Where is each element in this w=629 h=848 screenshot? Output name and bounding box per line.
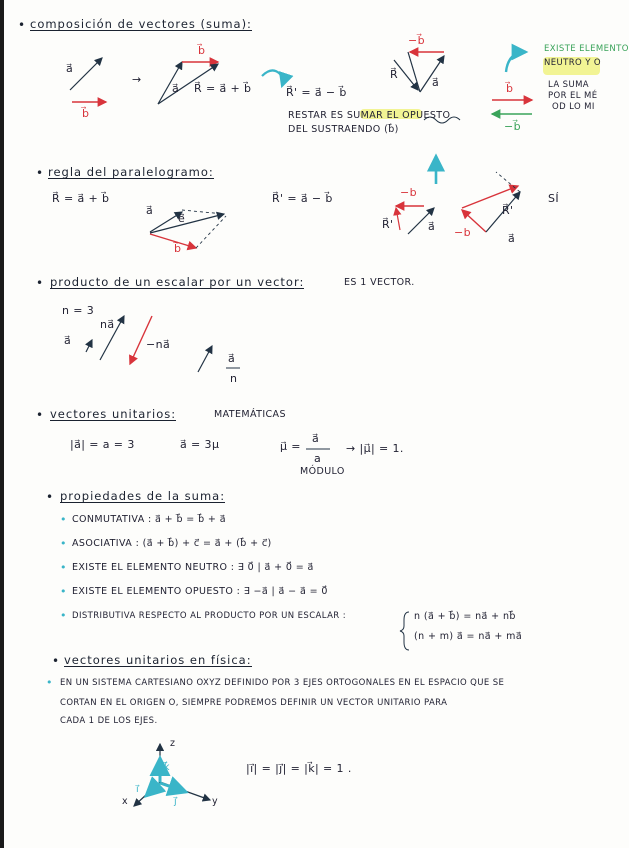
s4-a-eq: a⃗ = 3μ [180,438,220,451]
s1-b-red-label: b⃗ [506,82,514,95]
s6-para-3: CADA 1 DE LOS EJES. [60,716,158,726]
s5-item-1: CONMUTATIVA : a⃗ + b⃗ = b⃗ + a⃗ [72,514,226,525]
s5-item-2: ASOCIATIVA : (a⃗ + b⃗) + c⃗ = a⃗ + (b⃗ + c⃗) [72,538,272,549]
s6-j-label: j⃗ [174,796,178,807]
s1-formula-diff: R⃗' = a⃗ − b⃗ [286,86,347,99]
s6-unit-j [160,783,186,792]
s3-frac-num: a⃗ [228,352,236,365]
s2-para2-dash [496,172,520,192]
s6-title: vectores unitarios en física: [64,653,252,667]
s1-restar-1: RESTAR ES SUMAR EL OPUESTO [288,110,451,121]
s1-formula-sum: R⃗ = a⃗ + b⃗ [194,82,252,95]
s2-Rp-label: R⃗' [382,218,394,231]
s5-item-bullet-3: • [60,561,67,574]
s5-item-3: EXISTE EL ELEMENTO NEUTRO : ∃ 0⃗ | a⃗ + 0⃗ = a⃗ [72,562,314,573]
s1-side-note-1: EXISTE ELEMENTO [544,44,629,54]
s6-para-1: EN UN SISTEMA CARTESIANO OXYZ DEFINIDO POR 3 EJES ORTOGONALES EN EL ESPACIO QUE SE [60,678,505,688]
s3-a-label: a⃗ [64,334,72,347]
s4-bullet: • [36,408,44,422]
s2-diff-R [396,208,400,230]
s1-b-label: b⃗ [82,107,90,120]
s6-i-label: i⃗ [136,784,140,795]
s3-na-label: na⃗ [100,318,115,331]
s2-diff-a-label: a⃗ [428,220,436,233]
s4-mu-result: → |μ⃗| = 1. [346,442,404,455]
s5-dist-1: n (a⃗ + b⃗) = na⃗ + nb⃗ [414,611,516,622]
s1-a-label: a⃗ [66,62,74,75]
s3-neg-na-label: −na⃗ [146,338,171,351]
s6-axis-y-label: y [212,796,219,807]
s1-diff-a [408,52,420,92]
s2-title: regla del paralelogramo: [48,165,214,179]
s5-bullet: • [46,490,54,504]
s1-arrow: → [132,73,142,86]
s2-formula-sum: R⃗ = a⃗ + b⃗ [52,192,110,205]
s6-k-label: k⃗ [164,762,170,773]
s1-title: composición de vectores (suma): [30,17,252,31]
s1-side-note-2: NEUTRO Y O [544,58,602,68]
s4-mu-num: a⃗ [312,432,320,445]
s3-bullet: • [36,276,44,290]
s2-si: SÍ [548,192,560,205]
s3-n-eq: n = 3 [62,304,95,317]
s6-para-2: CORTAN EN EL ORIGEN O, SIEMPRE PODREMOS DEFINIR UN VECTOR UNITARIO PARA [60,698,448,708]
s6-bullet: • [52,654,60,668]
s2-negb-label: −b [400,186,417,199]
s2-Rp2-label: R⃗' [502,204,514,217]
s1-bullet: • [18,18,26,32]
s6-axis-z-label: z [170,738,176,749]
s3-frac-den: n [230,372,238,385]
s1-restar-2: DEL SUSTRAENDO (b⃗) [288,124,399,135]
s4-title: vectores unitarios: [50,407,177,421]
s5-title: propiedades de la suma: [60,489,226,503]
s1-negb-green-label: −b⃗ [504,120,521,133]
s6-axis-x-label: x [122,796,129,807]
s3-note: ES 1 VECTOR. [344,277,415,288]
s6-modulus: |i⃗| = |j⃗| = |k⃗| = 1 . [246,762,352,775]
s5-item-bullet-5: • [60,609,67,622]
s2-a2-label: a⃗ [508,232,516,245]
s1-sum-b-label: b⃗ [198,44,206,57]
s2-para-dash1 [182,210,224,214]
s4-mu-den: a [314,452,322,465]
s4-subtitle: MATEMÁTICAS [214,409,286,420]
s1-diff-a-label: a⃗ [432,76,440,89]
s5-item-4: EXISTE EL ELEMENTO OPUESTO : ∃ −a⃗ | a⃗ − a⃗ = 0⃗ [72,586,328,597]
s1-negb-label: −b⃗ [408,34,425,47]
s1-side-note-5: OD LO MI [552,102,595,112]
s2-formula-diff: R⃗' = a⃗ − b⃗ [272,192,333,205]
s1-side-note-4: POR EL MÉ [548,91,598,101]
s2-para-dash2 [196,216,226,248]
s5-item-bullet-4: • [60,585,67,598]
s4-modulus: |a⃗| = a = 3 [70,438,135,451]
s5-dist-2: (n + m) a⃗ = na⃗ + ma⃗ [414,631,523,642]
s2-b-label: b⃗ [174,242,182,255]
s1-side-note-3: LA SUMA [548,80,590,90]
s1-curve-arrow [262,70,283,86]
s5-item-bullet-2: • [60,537,67,550]
s2-e-label: e⃗ [178,212,186,225]
s4-mu-lhs: μ⃗ = [280,440,301,453]
s2-negb2-label: −b [454,226,471,239]
s2-para-b [150,234,196,248]
s3-vec-a-small [86,340,92,352]
s1-sum-a-label: a⃗ [172,82,180,95]
s3-title: producto de un escalar por un vector: [50,275,305,289]
s3-vec-a-over-n [198,346,212,372]
s5-item-5: DISTRIBUTIVA RESPECTO AL PRODUCTO POR UN ESCALAR : [72,611,346,621]
s1-R-label: R⃗ [390,68,399,81]
s6-para-bullet: • [46,676,53,689]
s1-hook-arrow [506,52,526,72]
s5-brace [400,612,409,650]
s5-item-bullet-1: • [60,513,67,526]
s4-mu-note: MÓDULO [300,466,345,477]
s6-unit-i [146,783,160,796]
s2-a-label: a⃗ [146,204,154,217]
s1-vector-a [70,58,102,90]
s2-bullet: • [36,166,44,180]
